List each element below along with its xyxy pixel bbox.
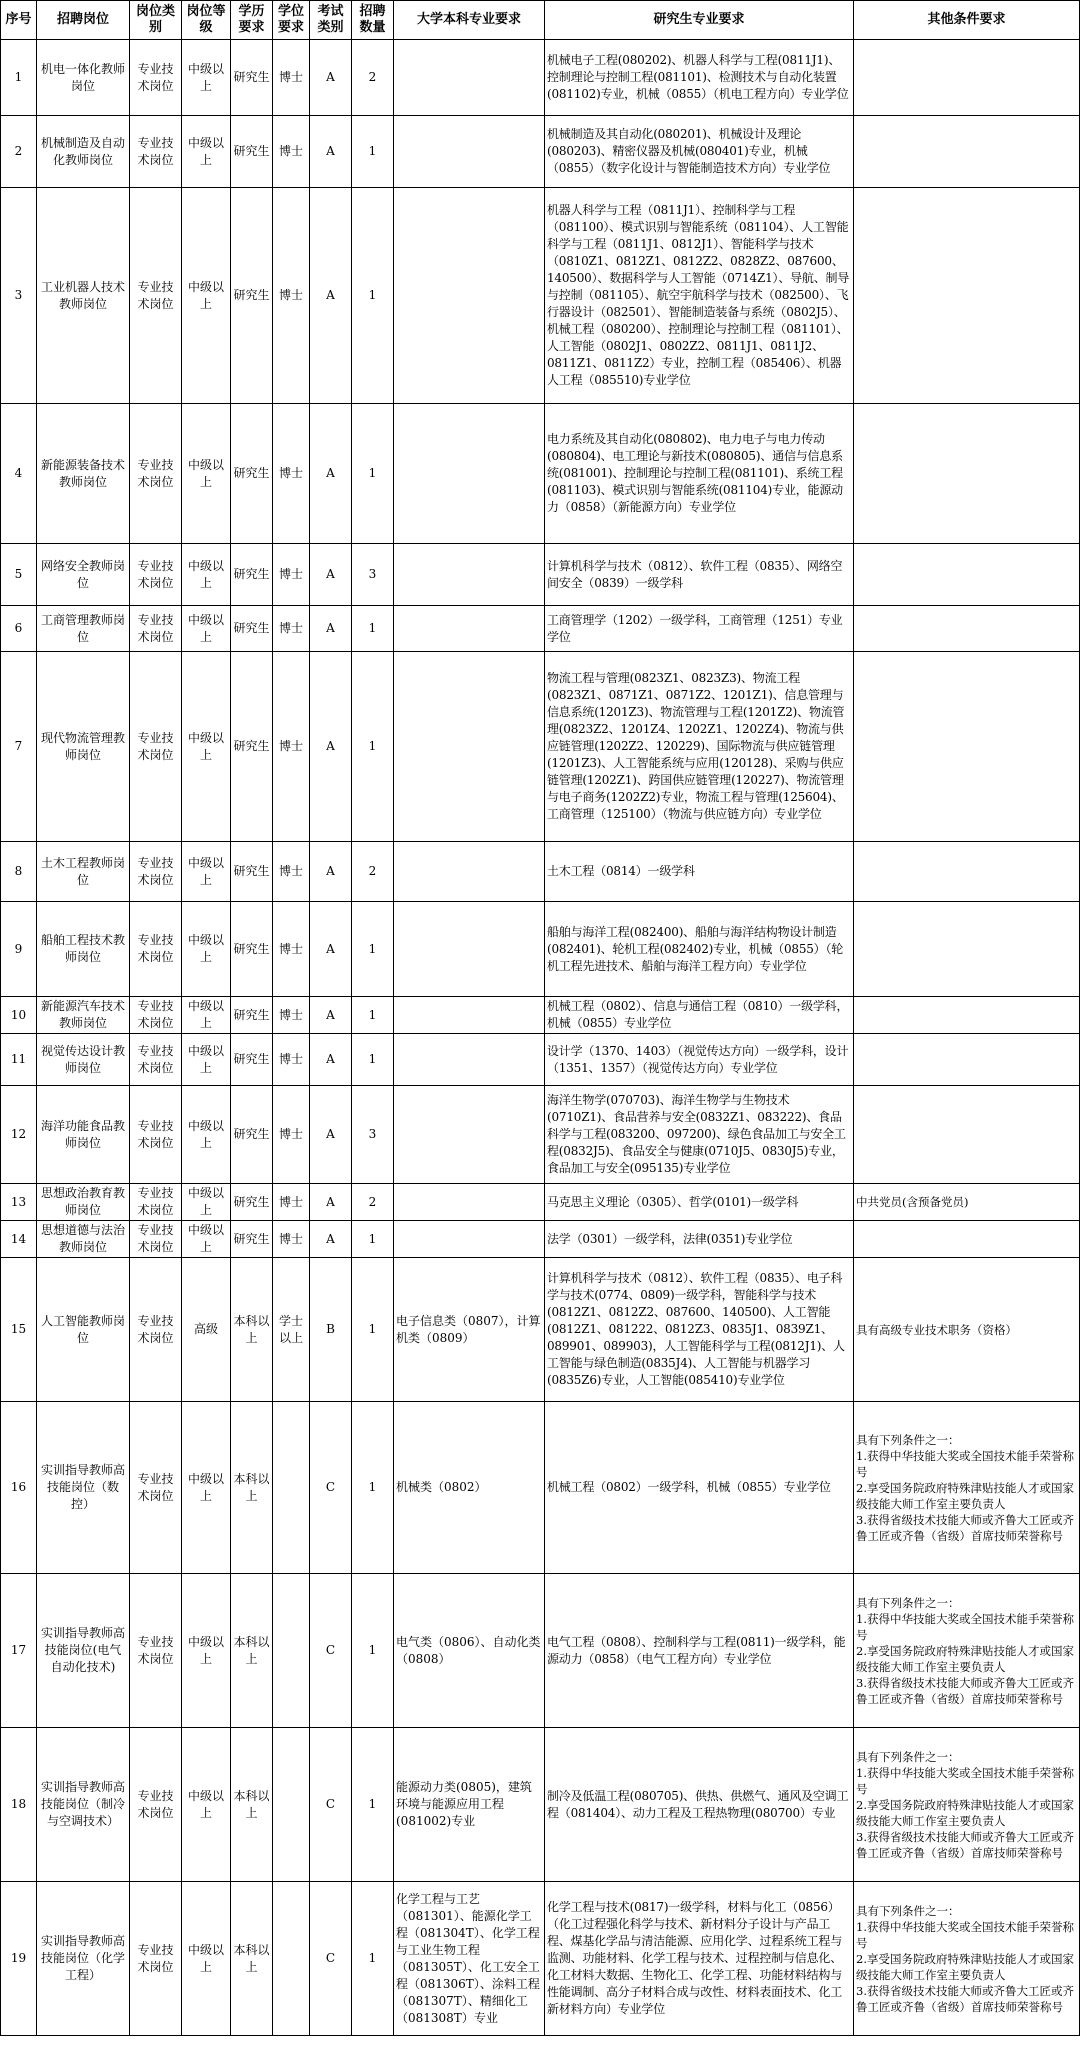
cell-no: 12 (1, 1086, 37, 1184)
cell-grad: 船舶与海洋工程(082400)、船舶与海洋结构物设计制造(082401)、轮机工程(082402)专业，机械（0855）（轮机工程先进技术、船舶与海洋工程方向）专业学位 (545, 902, 854, 997)
cell-degree: 博士 (273, 1221, 310, 1258)
cell-count: 1 (352, 652, 394, 842)
cell-exam: A (310, 1034, 352, 1086)
cell-degree: 博士 (273, 997, 310, 1034)
cell-other (854, 997, 1080, 1034)
header-grad: 研究生专业要求 (545, 1, 854, 40)
cell-exam: A (310, 188, 352, 404)
cell-no: 11 (1, 1034, 37, 1086)
cell-undergrad (394, 997, 545, 1034)
cell-exam: C (310, 1574, 352, 1728)
cell-count: 1 (352, 1258, 394, 1402)
cell-count: 1 (352, 188, 394, 404)
cell-category: 专业技术岗位 (130, 544, 182, 606)
cell-undergrad (394, 188, 545, 404)
cell-no: 4 (1, 404, 37, 544)
cell-no: 10 (1, 997, 37, 1034)
cell-undergrad (394, 842, 545, 902)
table-row (1, 40, 1080, 116)
cell-undergrad: 电气类（0806）、自动化类（0808） (394, 1574, 545, 1728)
cell-post: 实训指导教师高技能岗位(电气自动化技术) (37, 1574, 130, 1728)
cell-exam: A (310, 1221, 352, 1258)
cell-other (854, 404, 1080, 544)
cell-exam: B (310, 1258, 352, 1402)
cell-grade: 中级以上 (182, 544, 231, 606)
table-row (1, 1258, 1080, 1402)
cell-exam: C (310, 1728, 352, 1882)
cell-category: 专业技术岗位 (130, 1221, 182, 1258)
cell-grade: 中级以上 (182, 997, 231, 1034)
cell-education: 研究生 (231, 1184, 273, 1221)
cell-grade: 中级以上 (182, 902, 231, 997)
cell-grade: 中级以上 (182, 1728, 231, 1882)
cell-exam: A (310, 902, 352, 997)
cell-exam: A (310, 544, 352, 606)
header-other: 其他条件要求 (854, 1, 1080, 40)
cell-exam: A (310, 404, 352, 544)
cell-count: 1 (352, 1574, 394, 1728)
cell-other: 中共党员(含预备党员) (854, 1184, 1080, 1221)
cell-grad: 工商管理学（1202）一级学科，工商管理（1251）专业学位 (545, 606, 854, 652)
table-row (1, 652, 1080, 842)
cell-category: 专业技术岗位 (130, 1184, 182, 1221)
cell-undergrad (394, 606, 545, 652)
cell-exam: C (310, 1882, 352, 2036)
cell-undergrad (394, 902, 545, 997)
cell-undergrad (394, 1034, 545, 1086)
cell-count: 1 (352, 902, 394, 997)
cell-grade: 中级以上 (182, 1574, 231, 1728)
cell-count: 1 (352, 606, 394, 652)
cell-undergrad (394, 1184, 545, 1221)
cell-post: 机械制造及自动化教师岗位 (37, 116, 130, 188)
cell-degree (273, 1402, 310, 1574)
cell-count: 2 (352, 1184, 394, 1221)
cell-other (854, 544, 1080, 606)
cell-degree: 博士 (273, 1184, 310, 1221)
cell-grade: 中级以上 (182, 404, 231, 544)
header-education: 学历要求 (231, 1, 273, 40)
cell-exam: A (310, 116, 352, 188)
cell-grade: 中级以上 (182, 188, 231, 404)
cell-no: 17 (1, 1574, 37, 1728)
cell-post: 人工智能教师岗位 (37, 1258, 130, 1402)
table-row (1, 116, 1080, 188)
header-no: 序号 (1, 1, 37, 40)
cell-education: 研究生 (231, 652, 273, 842)
header-degree: 学位要求 (273, 1, 310, 40)
cell-no: 14 (1, 1221, 37, 1258)
cell-education: 研究生 (231, 188, 273, 404)
cell-exam: A (310, 842, 352, 902)
cell-count: 3 (352, 544, 394, 606)
cell-grad: 制冷及低温工程(080705)、供热、供燃气、通风及空调工程（081404）、动力工程及工程热物理(080700）专业 (545, 1728, 854, 1882)
cell-post: 工商管理教师岗位 (37, 606, 130, 652)
cell-post: 海洋功能食品教师岗位 (37, 1086, 130, 1184)
cell-other: 具有下列条件之一： 1.获得中华技能大奖或全国技术能手荣誉称号 2.享受国务院政府特殊津贴技能人才或国家级技能大师工作室主要负责人 3.获得省级技术技能大师或齐鲁大工匠或齐鲁工匠或齐鲁（省级）首席技师荣誉称号 (854, 1882, 1080, 2036)
cell-count: 2 (352, 842, 394, 902)
cell-no: 8 (1, 842, 37, 902)
cell-count: 1 (352, 1728, 394, 1882)
cell-category: 专业技术岗位 (130, 404, 182, 544)
cell-count: 1 (352, 1402, 394, 1574)
cell-no: 9 (1, 902, 37, 997)
table-row (1, 1402, 1080, 1574)
cell-undergrad: 能源动力类(0805)，建筑环境与能源应用工程(081002)专业 (394, 1728, 545, 1882)
cell-category: 专业技术岗位 (130, 902, 182, 997)
cell-grad: 机械电子工程(080202)、机器人科学与工程(0811J1)、控制理论与控制工程(081101)、检测技术与自动化装置(081102)专业，机械（0855）（机电工程方向）专业学位 (545, 40, 854, 116)
cell-degree (273, 1882, 310, 2036)
cell-other (854, 40, 1080, 116)
cell-category: 专业技术岗位 (130, 188, 182, 404)
cell-grad: 计算机科学与技术（0812）、软件工程（0835）、网络空间安全（0839）一级学科 (545, 544, 854, 606)
cell-other (854, 902, 1080, 997)
cell-no: 5 (1, 544, 37, 606)
cell-education: 研究生 (231, 842, 273, 902)
cell-education: 研究生 (231, 606, 273, 652)
cell-degree: 博士 (273, 40, 310, 116)
cell-count: 1 (352, 1034, 394, 1086)
cell-other: 具有下列条件之一： 1.获得中华技能大奖或全国技术能手荣誉称号 2.享受国务院政府特殊津贴技能人才或国家级技能大师工作室主要负责人 3.获得省级技术技能大师或齐鲁大工匠或齐鲁工匠或齐鲁（省级）首席技师荣誉称号 (854, 1402, 1080, 1574)
cell-post: 现代物流管理教师岗位 (37, 652, 130, 842)
cell-other (854, 606, 1080, 652)
cell-post: 思想政治教育教师岗位 (37, 1184, 130, 1221)
cell-post: 新能源装备技术教师岗位 (37, 404, 130, 544)
cell-grad: 化学工程与技术(0817)一级学科，材料与化工（0856）（化工过程强化科学与技术、新材料分子设计与产品工程、煤基化学品与清洁能源、应用化学、过程系统工程与监测、功能材料、化学工程与技术、过程控制与信息化、化工材料大数据、生物化工、化学工程、功能材料结构与性能调制、高分子材料合成与改性、材料表面技术、化工新材料方向）专业学位 (545, 1882, 854, 2036)
cell-education: 研究生 (231, 116, 273, 188)
cell-education: 本科以上 (231, 1574, 273, 1728)
cell-education: 本科以上 (231, 1402, 273, 1574)
cell-grad: 机器人科学与工程（0811J1）、控制科学与工程（081100）、模式识别与智能系统（081104）、人工智能科学与工程（0811J1、0812J1）、智能科学与技术（0810Z1、0812Z1、0812Z2、0828Z2、087600、140500）、数据科学与人工智能（0714Z1）、导航、制导与控制（081105）、航空宇航科学与技术（082500）、飞行器设计（082501）、智能制造装备与系统（0802J5）、机械工程（080200）、控制理论与控制工程（081101）、人工智能（0802J1、0802Z2、0811J1、0811J2、0811Z1、0811Z2）专业，控制工程（085406）、机器人工程（085510)专业学位 (545, 188, 854, 404)
cell-degree: 学士以上 (273, 1258, 310, 1402)
cell-no: 1 (1, 40, 37, 116)
cell-grad: 机械工程（0802）、信息与通信工程（0810）一级学科，机械（0855）专业学位 (545, 997, 854, 1034)
cell-category: 专业技术岗位 (130, 606, 182, 652)
cell-undergrad (394, 544, 545, 606)
cell-other: 具有下列条件之一： 1.获得中华技能大奖或全国技术能手荣誉称号 2.享受国务院政府特殊津贴技能人才或国家级技能大师工作室主要负责人 3.获得省级技术技能大师或齐鲁大工匠或齐鲁工匠或齐鲁（省级）首席技师荣誉称号 (854, 1574, 1080, 1728)
cell-education: 研究生 (231, 544, 273, 606)
cell-other (854, 116, 1080, 188)
cell-other (854, 1221, 1080, 1258)
cell-education: 本科以上 (231, 1258, 273, 1402)
cell-grade: 中级以上 (182, 116, 231, 188)
cell-grade: 中级以上 (182, 1184, 231, 1221)
table-row (1, 544, 1080, 606)
header-row (1, 1, 1080, 40)
cell-other: 具有下列条件之一： 1.获得中华技能大奖或全国技术能手荣誉称号 2.享受国务院政府特殊津贴技能人才或国家级技能大师工作室主要负责人 3.获得省级技术技能大师或齐鲁大工匠或齐鲁工匠或齐鲁（省级）首席技师荣誉称号 (854, 1728, 1080, 1882)
cell-degree: 博士 (273, 902, 310, 997)
cell-degree: 博士 (273, 606, 310, 652)
cell-education: 本科以上 (231, 1882, 273, 2036)
cell-count: 1 (352, 404, 394, 544)
table-row (1, 404, 1080, 544)
cell-category: 专业技术岗位 (130, 842, 182, 902)
table-row (1, 1882, 1080, 2036)
cell-category: 专业技术岗位 (130, 1086, 182, 1184)
cell-category: 专业技术岗位 (130, 40, 182, 116)
cell-exam: A (310, 652, 352, 842)
cell-undergrad (394, 116, 545, 188)
cell-other: 具有高级专业技术职务（资格） (854, 1258, 1080, 1402)
header-undergrad: 大学本科专业要求 (394, 1, 545, 40)
cell-degree (273, 1574, 310, 1728)
table-row (1, 997, 1080, 1034)
cell-grade: 中级以上 (182, 1882, 231, 2036)
cell-grade: 中级以上 (182, 1086, 231, 1184)
cell-education: 研究生 (231, 1221, 273, 1258)
header-exam: 考试类别 (310, 1, 352, 40)
cell-grad: 法学（0301）一级学科，法律(0351)专业学位 (545, 1221, 854, 1258)
cell-education: 研究生 (231, 404, 273, 544)
cell-category: 专业技术岗位 (130, 652, 182, 842)
cell-category: 专业技术岗位 (130, 997, 182, 1034)
cell-post: 机电一体化教师岗位 (37, 40, 130, 116)
cell-grade: 中级以上 (182, 1402, 231, 1574)
cell-grade: 高级 (182, 1258, 231, 1402)
cell-exam: A (310, 997, 352, 1034)
table-row (1, 606, 1080, 652)
table-row (1, 902, 1080, 997)
cell-education: 研究生 (231, 902, 273, 997)
cell-education: 本科以上 (231, 1728, 273, 1882)
cell-education: 研究生 (231, 40, 273, 116)
cell-undergrad (394, 652, 545, 842)
cell-grade: 中级以上 (182, 1221, 231, 1258)
header-post: 招聘岗位 (37, 1, 130, 40)
table-row (1, 1086, 1080, 1184)
cell-post: 网络安全教师岗位 (37, 544, 130, 606)
cell-other (854, 652, 1080, 842)
cell-grad: 物流工程与管理(0823Z1、0823Z3)、物流工程(0823Z1、0871Z1、0871Z2、1201Z1)、信息管理与信息系统(1201Z3)、物流管理与工程(1201Z2)、物流管理(0823Z2、1201Z4、1202Z1、1202Z4)、物流与供应链管理(1202Z2、120229)、国际物流与供应链管理(1201Z3)、人工智能系统与应用(120128)、采购与供应链管理(1202Z1)、跨国供应链管理(120227)、物流管理与电子商务(1202Z2)专业，物流工程与管理(125604)、工商管理（125100）（物流与供应链方向）专业学位 (545, 652, 854, 842)
header-category: 岗位类别 (130, 1, 182, 40)
cell-degree: 博士 (273, 404, 310, 544)
cell-category: 专业技术岗位 (130, 1402, 182, 1574)
cell-count: 1 (352, 1882, 394, 2036)
table-row (1, 842, 1080, 902)
cell-education: 研究生 (231, 1034, 273, 1086)
header-count: 招聘数量 (352, 1, 394, 40)
cell-grade: 中级以上 (182, 842, 231, 902)
cell-other (854, 1086, 1080, 1184)
cell-undergrad (394, 404, 545, 544)
cell-category: 专业技术岗位 (130, 1882, 182, 2036)
cell-grad: 电力系统及其自动化(080802)、电力电子与电力传动(080804)、电工理论与新技术(080805)、通信与信息系统(081001)、控制理论与控制工程(081101)、系统工程(081103)、模式识别与智能系统(081104)专业，能源动力（0858）（新能源方向）专业学位 (545, 404, 854, 544)
cell-grad: 设计学（1370、1403）（视觉传达方向）一级学科，设计（1351、1357）（视觉传达方向）专业学位 (545, 1034, 854, 1086)
table-row (1, 1184, 1080, 1221)
cell-count: 3 (352, 1086, 394, 1184)
cell-grad: 电气工程（0808）、控制科学与工程(0811)一级学科，能源动力（0858）（电气工程方向）专业学位 (545, 1574, 854, 1728)
cell-degree: 博士 (273, 544, 310, 606)
cell-count: 2 (352, 40, 394, 116)
cell-category: 专业技术岗位 (130, 1034, 182, 1086)
cell-exam: A (310, 606, 352, 652)
cell-grad: 计算机科学与技术（0812）、软件工程（0835）、电子科学与技术(0774、0809)一级学科，智能科学与技术(0812Z1、0812Z2、087600、140500)、人工智能(0812Z1、081222、0812Z3、0835J1、0839Z1、089901、089903)，人工智能科学与工程(0812J1)、人工智能与绿色制造(0835J4)、人工智能与机器学习(0835Z6)专业，人工智能(085410)专业学位 (545, 1258, 854, 1402)
cell-grad: 机械制造及其自动化(080201)、机械设计及理论(080203)、精密仪器及机械(080401)专业，机械（0855）（数字化设计与智能制造技术方向）专业学位 (545, 116, 854, 188)
cell-count: 1 (352, 116, 394, 188)
cell-post: 实训指导教师高技能岗位（制冷与空调技术） (37, 1728, 130, 1882)
cell-degree: 博士 (273, 188, 310, 404)
cell-category: 专业技术岗位 (130, 1258, 182, 1402)
table-row (1, 188, 1080, 404)
cell-degree: 博士 (273, 1034, 310, 1086)
cell-no: 18 (1, 1728, 37, 1882)
cell-degree: 博士 (273, 116, 310, 188)
cell-post: 工业机器人技术教师岗位 (37, 188, 130, 404)
table-row (1, 1034, 1080, 1086)
cell-education: 研究生 (231, 997, 273, 1034)
cell-grade: 中级以上 (182, 40, 231, 116)
cell-no: 19 (1, 1882, 37, 2036)
cell-exam: A (310, 1086, 352, 1184)
cell-degree (273, 1728, 310, 1882)
cell-category: 专业技术岗位 (130, 1728, 182, 1882)
cell-post: 实训指导教师高技能岗位（化学工程） (37, 1882, 130, 2036)
table-row (1, 1221, 1080, 1258)
cell-grad: 海洋生物学(070703)、海洋生物学与生物技术(0710Z1)、食品营养与安全(0832Z1、083222)、食品科学与工程(083200、097200)、绿色食品加工与安全工程(0832J5)、食品安全与健康(0710J5、0830J5)专业，食品加工与安全(095135)专业学位 (545, 1086, 854, 1184)
cell-post: 视觉传达设计教师岗位 (37, 1034, 130, 1086)
cell-degree: 博士 (273, 652, 310, 842)
cell-grad: 土木工程（0814）一级学科 (545, 842, 854, 902)
cell-grad: 马克思主义理论（0305）、哲学(0101)一级学科 (545, 1184, 854, 1221)
cell-undergrad: 机械类（0802） (394, 1402, 545, 1574)
cell-post: 土木工程教师岗位 (37, 842, 130, 902)
cell-grade: 中级以上 (182, 606, 231, 652)
cell-no: 3 (1, 188, 37, 404)
cell-undergrad (394, 40, 545, 116)
cell-degree: 博士 (273, 842, 310, 902)
cell-no: 13 (1, 1184, 37, 1221)
cell-undergrad (394, 1086, 545, 1184)
cell-exam: A (310, 1184, 352, 1221)
cell-post: 思想道德与法治教师岗位 (37, 1221, 130, 1258)
cell-other (854, 188, 1080, 404)
cell-no: 6 (1, 606, 37, 652)
cell-post: 船舶工程技术教师岗位 (37, 902, 130, 997)
table-body (1, 40, 1080, 2036)
cell-degree: 博士 (273, 1086, 310, 1184)
cell-education: 研究生 (231, 1086, 273, 1184)
cell-other (854, 1034, 1080, 1086)
cell-grade: 中级以上 (182, 652, 231, 842)
cell-exam: C (310, 1402, 352, 1574)
cell-other (854, 842, 1080, 902)
cell-post: 实训指导教师高技能岗位（数控） (37, 1402, 130, 1574)
cell-no: 2 (1, 116, 37, 188)
cell-grade: 中级以上 (182, 1034, 231, 1086)
cell-no: 7 (1, 652, 37, 842)
cell-count: 1 (352, 1221, 394, 1258)
cell-undergrad: 电子信息类（0807），计算机类（0809） (394, 1258, 545, 1402)
cell-exam: A (310, 40, 352, 116)
cell-category: 专业技术岗位 (130, 1574, 182, 1728)
cell-no: 16 (1, 1402, 37, 1574)
cell-category: 专业技术岗位 (130, 116, 182, 188)
table-row (1, 1728, 1080, 1882)
cell-grad: 机械工程（0802）一级学科，机械（0855）专业学位 (545, 1402, 854, 1574)
header-grade: 岗位等级 (182, 1, 231, 40)
cell-undergrad (394, 1221, 545, 1258)
cell-count: 1 (352, 997, 394, 1034)
table-row (1, 1574, 1080, 1728)
cell-undergrad: 化学工程与工艺（081301）、能源化学工程（081304T）、化学工程与工业生物工程（081305T）、化工安全工程（081306T）、涂料工程（081307T）、精细化工（081308T）专业 (394, 1882, 545, 2036)
cell-no: 15 (1, 1258, 37, 1402)
cell-post: 新能源汽车技术教师岗位 (37, 997, 130, 1034)
